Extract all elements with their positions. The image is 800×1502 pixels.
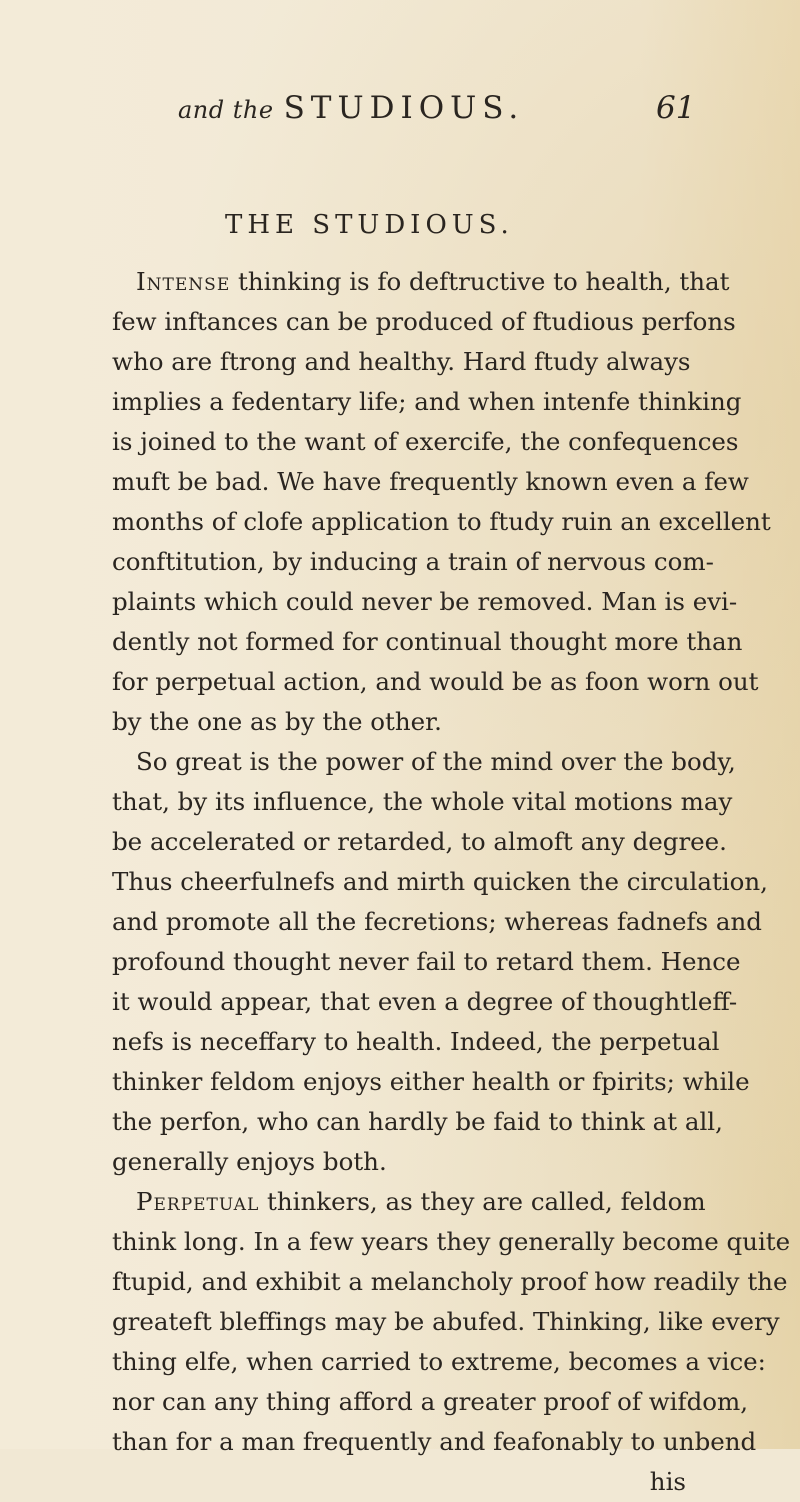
paragraph-3-line: ftupid, and exhibit a melancholy proof how readily the: [112, 1267, 788, 1296]
paragraph-2-line: So great is the power of the mind over the body,: [136, 747, 736, 776]
paragraph-1-line: months of clofe application to ftudy ruin an excellent: [112, 507, 771, 536]
paragraph-2-line: thinker feldom enjoys either health or fpirits; while: [112, 1067, 750, 1096]
running-head-title: STUDIOUS.: [283, 90, 525, 126]
paragraph-1-line: who are ftrong and healthy. Hard ftudy always: [112, 347, 691, 376]
paragraph-lead-word: Intense: [136, 267, 231, 296]
page-number: 61: [656, 90, 696, 126]
paragraph-2-line: that, by its influence, the whole vital motions may: [112, 787, 733, 816]
paragraph-3-line: nor can any thing afford a greater proof of wifdom,: [112, 1387, 749, 1416]
paragraph-1-line: for perpetual action, and would be as foon worn out: [112, 667, 759, 696]
paragraph-2-line: Thus cheerfulnefs and mirth quicken the circulation,: [112, 867, 768, 896]
paragraph-1-line: conftitution, by inducing a train of nervous com-: [112, 547, 714, 576]
paragraph-3-line: than for a man frequently and feafonably to unbend: [112, 1427, 757, 1456]
paragraph-1-line: muft be bad. We have frequently known even a few: [112, 467, 749, 496]
paragraph-2-line: nefs is neceffary to health. Indeed, the perpetual: [112, 1027, 720, 1056]
paragraph-3-line: think long. In a few years they generally become quite: [112, 1227, 791, 1256]
paragraph-lead-word: Perpetual: [136, 1187, 260, 1216]
paragraph-1-line-1: Intense thinking is fo deftructive to health, that: [136, 267, 730, 296]
paragraph-2-line: generally enjoys both.: [112, 1147, 387, 1176]
paragraph-2-line: be accelerated or retarded, to almoft any degree.: [112, 827, 727, 856]
paragraph-1-line: dently not formed for continual thought more than: [112, 627, 743, 656]
paragraph-1-line: is joined to the want of exercife, the confequences: [112, 427, 739, 456]
paragraph-3-line-1: Perpetual thinkers, as they are called, feldom: [136, 1187, 706, 1216]
paragraph-3-line: thing elfe, when carried to extreme, becomes a vice:: [112, 1347, 766, 1376]
running-head: [178, 90, 778, 130]
catchword: his: [649, 1467, 686, 1496]
paragraph-1-line: by the one as by the other.: [112, 707, 442, 736]
paragraph-1-line: plaints which could never be removed. Man is evi-: [112, 587, 738, 616]
running-head-italic: and the: [178, 96, 274, 124]
paragraph-2-line: the perfon, who can hardly be faid to think at all,: [112, 1107, 723, 1136]
paragraph-2-line: it would appear, that even a degree of thoughtleff-: [112, 987, 738, 1016]
paragraph-1-line: implies a fedentary life; and when intenfe thinking: [112, 387, 742, 416]
section-heading: THE STUDIOUS.: [225, 210, 514, 240]
paragraph-2-line: and promote all the fecretions; whereas fadnefs and: [112, 907, 762, 936]
paragraph-3-line: greateft bleffings may be abufed. Thinking, like every: [112, 1307, 780, 1336]
body-text: [112, 262, 791, 1502]
paragraph-2-line: profound thought never fail to retard them. Hence: [112, 947, 741, 976]
paragraph-1-line: few inftances can be produced of ftudious perfons: [112, 307, 736, 336]
